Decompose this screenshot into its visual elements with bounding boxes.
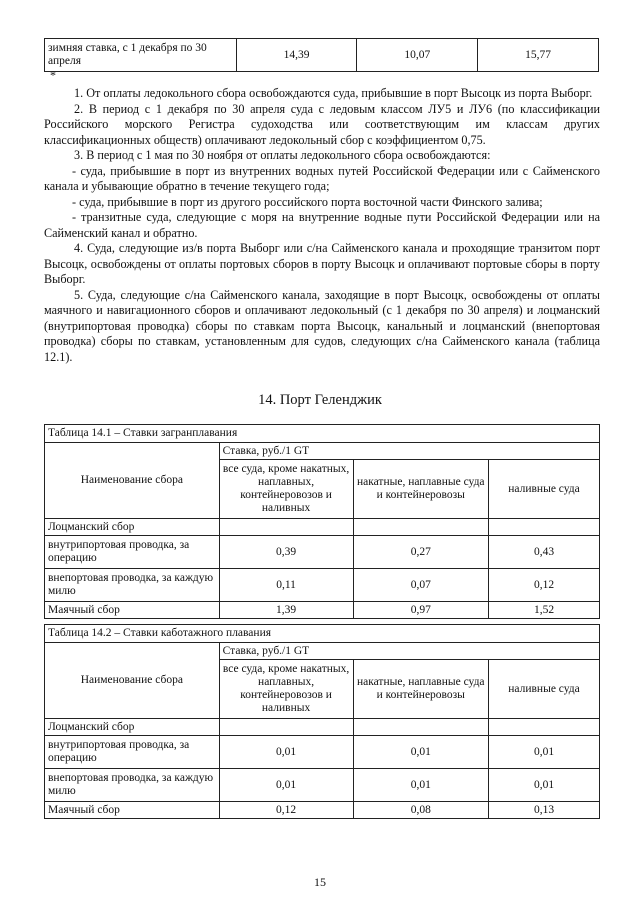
column-header-c: наливные суда: [489, 660, 600, 719]
rate-cell: 0,01: [219, 769, 353, 802]
column-header-name: Наименование сбора: [45, 443, 220, 519]
column-header-b: накатные, наплавные суда и контейнеровозы: [353, 660, 489, 719]
rate-cell: 0,08: [353, 802, 489, 819]
rate-table-14-1: [44, 424, 600, 619]
rate-cell: 0,01: [219, 736, 353, 769]
table-row: [45, 39, 599, 72]
row-label: Маячный сбор: [45, 802, 220, 819]
rate-cell: 0,12: [219, 802, 353, 819]
note-3-item-2: - суда, прибывшие в порт из другого российского порта восточной части Финского залива;: [72, 194, 543, 209]
note-3-item-3: - транзитные суда, следующие с моря на внутренние водные пути Российской Федерации или на Сайменский канал и обратно.: [44, 210, 600, 240]
table-title-row: [45, 425, 600, 443]
table-title-row: [45, 625, 600, 643]
note-5: 5. Суда, следующие с/на Сайменского канала, заходящие в порт Высоцк, освобождены от оплаты маячного и навигационного сборов и оплачивают ледокольный (с 1 декабря по 30 апреля) и лоцманский (внутрипортовая проводка) сборы по ставкам порта Высоцк, канальный и лоцманский (внепортовая проводка) сборы по ставкам, установленным для судов, следующих с/на Сайменского канала (таблица 12.1).: [44, 287, 600, 364]
table-row: [45, 519, 600, 536]
rate-cell: 0,01: [489, 769, 600, 802]
rate-cell: 15,77: [478, 39, 599, 72]
row-label: внутрипортовая проводка, за операцию: [45, 536, 220, 569]
column-header-c: наливные суда: [489, 460, 600, 519]
table-header-row: [45, 643, 600, 660]
column-header-a: все суда, кроме накатных, наплавных, контейнеровозов и наливных: [219, 660, 353, 719]
note-4: 4. Суда, следующие из/в порта Выборг или с/на Сайменского канала и проходящие транзитом порт Высоцк, освобождены от оплаты портовых сборов в порту Высоцк и оплачивают портовые сборы в порту Выборг.: [44, 241, 600, 286]
rate-cell: 0,43: [489, 536, 600, 569]
notes-block: [44, 86, 600, 365]
table-header-row: [45, 443, 600, 460]
column-header-a: все суда, кроме накатных, наплавных, контейнеровозов и наливных: [219, 460, 353, 519]
rate-cell: 1,39: [219, 602, 353, 619]
rate-cell: 0,27: [353, 536, 489, 569]
table-row: [45, 602, 600, 619]
page-number: 15: [314, 875, 326, 889]
table-row: [45, 736, 600, 769]
row-label: Лоцманский сбор: [45, 719, 220, 736]
rate-cell: 0,13: [489, 802, 600, 819]
row-label: внепортовая проводка, за каждую милю: [45, 769, 220, 802]
rate-cell: 0,97: [353, 602, 489, 619]
table-title: Таблица 14.2 – Ставки каботажного плавания: [45, 625, 600, 643]
note-2: 2. В период с 1 декабря по 30 апреля суда с ледовым классом ЛУ5 и ЛУ6 (по классификации Российского морского Регистра судоходства или соответствующим им классам других классификационных обществ) оплачивают ледокольный сбор с коэффициентом 0,75.: [44, 101, 600, 147]
note-3-item-1: - суда, прибывшие в порт из внутренних водных путей Российской Федерации или с Сайменского канала и убывающие обратно в течение текущего года;: [44, 163, 600, 193]
rate-table-14-2: [44, 624, 600, 819]
table-title: Таблица 14.1 – Ставки загранплавания: [45, 425, 600, 443]
note-1: 1. От оплаты ледокольного сбора освобождаются суда, прибывшие в порт Высоцк из порта Выборг.: [74, 86, 593, 100]
rate-cell: 10,07: [357, 39, 478, 72]
rate-cell: 0,01: [489, 736, 600, 769]
table-row: [45, 769, 600, 802]
table-row: [45, 536, 600, 569]
table-row: [45, 569, 600, 602]
note-3: 3. В период с 1 мая по 30 ноября от оплаты ледокольного сбора освобождаются:: [74, 148, 491, 162]
rate-cell: 0,01: [353, 769, 489, 802]
footnote-marker: *: [50, 68, 56, 82]
rate-cell: 0,07: [353, 569, 489, 602]
row-label: внутрипортовая проводка, за операцию: [45, 736, 220, 769]
row-label: Лоцманский сбор: [45, 519, 220, 536]
table-row: [45, 802, 600, 819]
column-header-b: накатные, наплавные суда и контейнеровозы: [353, 460, 489, 519]
rate-cell: 0,01: [353, 736, 489, 769]
section-title: 14. Порт Геленджик: [258, 392, 382, 408]
table-row: [45, 719, 600, 736]
rate-header: Ставка, руб./1 GT: [219, 643, 599, 660]
rate-cell: 1,52: [489, 602, 600, 619]
column-header-name: Наименование сбора: [45, 643, 220, 719]
top-rate-table: [44, 38, 599, 72]
rate-cell: 0,12: [489, 569, 600, 602]
rate-cell: 0,11: [219, 569, 353, 602]
rate-header: Ставка, руб./1 GT: [219, 443, 599, 460]
row-label: Маячный сбор: [45, 602, 220, 619]
rate-cell: 0,39: [219, 536, 353, 569]
rate-cell: 14,39: [236, 39, 357, 72]
row-label: внепортовая проводка, за каждую милю: [45, 569, 220, 602]
row-label: зимняя ставка, с 1 декабря по 30 апреля: [45, 39, 237, 72]
